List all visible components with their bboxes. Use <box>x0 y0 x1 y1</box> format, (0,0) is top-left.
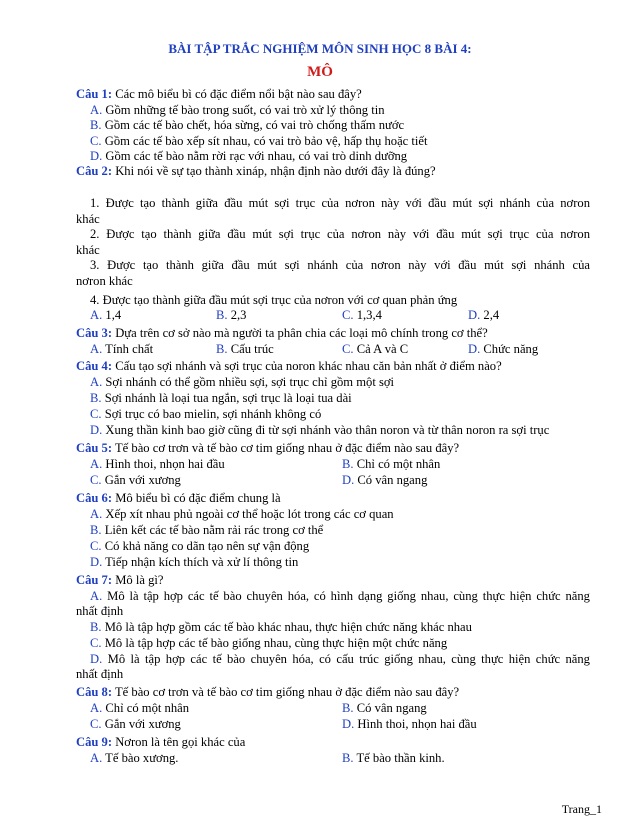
option-3c <box>342 342 408 357</box>
option-text: Gồm các tế bào xếp sít nhau, có vai trò bảo vệ, hấp thụ hoặc tiết <box>104 134 428 148</box>
option-text: Gồm các tế bào nằm rời rạc với nhau, có vai trò dinh dưỡng <box>105 149 408 163</box>
option-8a <box>90 701 189 716</box>
option-letter: C. <box>90 407 102 421</box>
option-5d <box>342 473 427 488</box>
option-1c <box>90 134 428 149</box>
option-text: Có vân ngang <box>356 701 427 715</box>
question-4 <box>76 359 502 374</box>
option-letter: B. <box>342 457 354 471</box>
option-text: Cấu trúc <box>230 342 274 356</box>
option-letter: C. <box>90 473 102 487</box>
option-1d <box>90 149 407 164</box>
question-label: Câu 9: <box>76 735 113 749</box>
option-8d <box>342 717 477 732</box>
question-label: Câu 7: <box>76 573 113 587</box>
option-text: 2,3 <box>230 308 247 322</box>
option-letter: B. <box>342 701 354 715</box>
option-6a <box>90 507 394 522</box>
option-letter: B. <box>90 391 102 405</box>
question-2 <box>76 164 436 179</box>
statement-1: 1. Được tạo thành giữa đầu mút sợi trục của nơron này với đầu mút sợi nhánh của nơron <box>90 196 590 210</box>
option-letter: C. <box>90 636 102 650</box>
option-letter: D. <box>90 149 103 163</box>
option-7a <box>90 589 590 604</box>
option-4c <box>90 407 321 422</box>
option-3d <box>468 342 538 357</box>
option-7d <box>90 652 590 667</box>
option-letter: A. <box>90 701 103 715</box>
question-text: Cấu tạo sợi nhánh và sợi trục của noron khác nhau căn bản nhất ở điểm nào? <box>115 359 502 373</box>
option-6b <box>90 523 323 538</box>
option-text: 2,4 <box>483 308 500 322</box>
question-8 <box>76 685 459 700</box>
option-text: Sợi trục có bao mielin, sợi nhánh không có <box>104 407 322 421</box>
option-text: Mô là tập hợp các tế bào chuyên hóa, có hình dạng giống nhau, cùng thực hiện chức năng <box>107 589 590 603</box>
option-1a <box>90 103 385 118</box>
option-letter: B. <box>216 342 228 356</box>
option-text: Hình thoi, nhọn hai đầu <box>357 717 477 731</box>
option-text: Sợi nhánh có thể gồm nhiều sợi, sợi trục chỉ gồm một sợi <box>105 375 395 389</box>
option-text: Tế bào xương. <box>105 751 179 765</box>
option-2b <box>216 308 246 323</box>
option-letter: C. <box>90 539 102 553</box>
option-text: Xếp xít nhau phủ ngoài cơ thể hoặc lót trong các cơ quan <box>105 507 394 521</box>
option-letter: A. <box>90 507 103 521</box>
option-letter: D. <box>90 555 103 569</box>
option-letter: D. <box>342 473 355 487</box>
option-letter: A. <box>90 103 103 117</box>
option-text: Gồm những tế bào trong suốt, có vai trò xử lý thông tin <box>105 103 385 117</box>
document-title: BÀI TẬP TRẮC NGHIỆM MÔN SINH HỌC 8 BÀI 4: <box>168 41 472 56</box>
question-text: Mô là gì? <box>115 573 164 587</box>
option-7a-cont: nhất định <box>76 604 124 618</box>
option-letter: B. <box>90 118 102 132</box>
option-3b <box>216 342 274 357</box>
option-6c <box>90 539 309 554</box>
option-4b <box>90 391 352 406</box>
option-text: Có vân ngang <box>357 473 428 487</box>
option-8b <box>342 701 427 716</box>
option-letter: C. <box>90 134 102 148</box>
question-text: Khi nói về sự tạo thành xináp, nhận định nào dưới đây là đúng? <box>115 164 436 178</box>
option-letter: D. <box>342 717 355 731</box>
option-3a <box>90 342 153 357</box>
question-9 <box>76 735 245 750</box>
statement-2-cont: khác <box>76 243 100 257</box>
option-5a <box>90 457 225 472</box>
option-text: Xung thần kinh bao giờ cũng đi từ sợi nhánh vào thân noron và từ thân noron ra sợi trục <box>105 423 550 437</box>
statement-2: 2. Được tạo thành giữa đầu mút sợi trục của nơron này với đầu mút sợi trục của nơron <box>90 227 590 241</box>
option-text: Chỉ có một nhân <box>356 457 441 471</box>
option-letter: C. <box>90 717 102 731</box>
option-9b <box>342 751 445 766</box>
option-2a <box>90 308 121 323</box>
option-letter: B. <box>90 620 102 634</box>
question-text: Nơron là tên gọi khác của <box>115 735 246 749</box>
question-text: Dựa trên cơ sở nào mà người ta phân chia các loại mô chính trong cơ thể? <box>115 326 488 340</box>
page-footer: Trang_1 <box>561 802 602 816</box>
question-label: Câu 2: <box>76 164 113 178</box>
option-text: Tiếp nhận kích thích và xử lí thông tin <box>105 555 299 569</box>
option-text: Gồm các tế bào chết, hóa sừng, có vai trò chống thấm nước <box>104 118 405 132</box>
question-text: Tế bào cơ trơn và tế bào cơ tim giống nhau ở đặc điểm nào sau đây? <box>114 685 460 699</box>
question-7 <box>76 573 163 588</box>
option-text: Liên kết các tế bào nằm rải rác trong cơ thể <box>104 523 324 537</box>
option-letter: A. <box>90 342 103 356</box>
option-text: Hình thoi, nhọn hai đầu <box>105 457 225 471</box>
option-letter: B. <box>342 751 354 765</box>
question-text: Các mô biểu bì có đặc điểm nổi bật nào sau đây? <box>115 87 362 101</box>
option-text: Có khả năng co dãn tạo nên sự vận động <box>104 539 310 553</box>
option-letter: D. <box>468 342 481 356</box>
option-4d <box>90 423 549 438</box>
option-5c <box>90 473 181 488</box>
statement-1-cont: khác <box>76 212 100 226</box>
option-4a <box>90 375 394 390</box>
option-text: Tế bào thần kinh. <box>356 751 445 765</box>
question-text: Mô biểu bì có đặc điểm chung là <box>115 491 281 505</box>
option-text: Mô là tập hợp các tế bào chuyên hóa, có cấu trúc giống nhau, cùng thực hiện chức năng <box>107 652 590 666</box>
statement-3-cont: nơron khác <box>76 274 133 288</box>
question-label: Câu 1: <box>76 87 113 101</box>
question-label: Câu 6: <box>76 491 113 505</box>
option-letter: C. <box>342 342 354 356</box>
option-letter: D. <box>90 652 103 666</box>
option-letter: A. <box>90 457 103 471</box>
question-label: Câu 4: <box>76 359 113 373</box>
option-text: Tính chất <box>105 342 154 356</box>
statement-4: 4. Được tạo thành giữa đầu mút sợi trục của nơron với cơ quan phản ứng <box>90 293 458 307</box>
question-1 <box>76 87 362 102</box>
option-text: Mô là tập hợp gồm các tế bào khác nhau, thực hiện chức năng khác nhau <box>104 620 472 634</box>
question-label: Câu 8: <box>76 685 113 699</box>
option-text: Cả A và C <box>356 342 409 356</box>
option-1b <box>90 118 404 133</box>
option-7c <box>90 636 447 651</box>
question-label: Câu 5: <box>76 441 113 455</box>
option-letter: D. <box>468 308 481 322</box>
question-label: Câu 3: <box>76 326 113 340</box>
document-subtitle: MÔ <box>307 64 333 80</box>
option-8c <box>90 717 181 732</box>
option-text: Sợi nhánh là loại tua ngắn, sợi trục là loại tua dài <box>104 391 352 405</box>
option-7b <box>90 620 472 635</box>
option-6d <box>90 555 298 570</box>
option-letter: A. <box>90 589 103 603</box>
option-2d <box>468 308 499 323</box>
question-text: Tế bào cơ trơn và tế bào cơ tim giống nhau ở đặc điểm nào sau đây? <box>114 441 460 455</box>
option-text: Gắn với xương <box>104 717 181 731</box>
option-letter: D. <box>90 423 103 437</box>
option-text: Chỉ có một nhân <box>105 701 190 715</box>
question-3 <box>76 326 488 341</box>
option-5b <box>342 457 440 472</box>
statement-3: 3. Được tạo thành giữa đầu mút sợi nhánh của nơron này với đầu mút sợi nhánh của <box>90 258 590 272</box>
option-letter: A. <box>90 375 103 389</box>
option-letter: B. <box>216 308 228 322</box>
question-5 <box>76 441 459 456</box>
option-2c <box>342 308 382 323</box>
option-letter: A. <box>90 751 103 765</box>
option-text: Gắn với xương <box>104 473 181 487</box>
option-text: Mô là tập hợp các tế bào giống nhau, cùng thực hiện một chức năng <box>104 636 448 650</box>
option-9a <box>90 751 178 766</box>
question-6 <box>76 491 281 506</box>
option-7d-cont: nhất định <box>76 667 124 681</box>
option-text: 1,3,4 <box>356 308 382 322</box>
option-letter: C. <box>342 308 354 322</box>
option-letter: A. <box>90 308 103 322</box>
option-text: Chức năng <box>483 342 539 356</box>
option-letter: B. <box>90 523 102 537</box>
option-text: 1,4 <box>105 308 122 322</box>
